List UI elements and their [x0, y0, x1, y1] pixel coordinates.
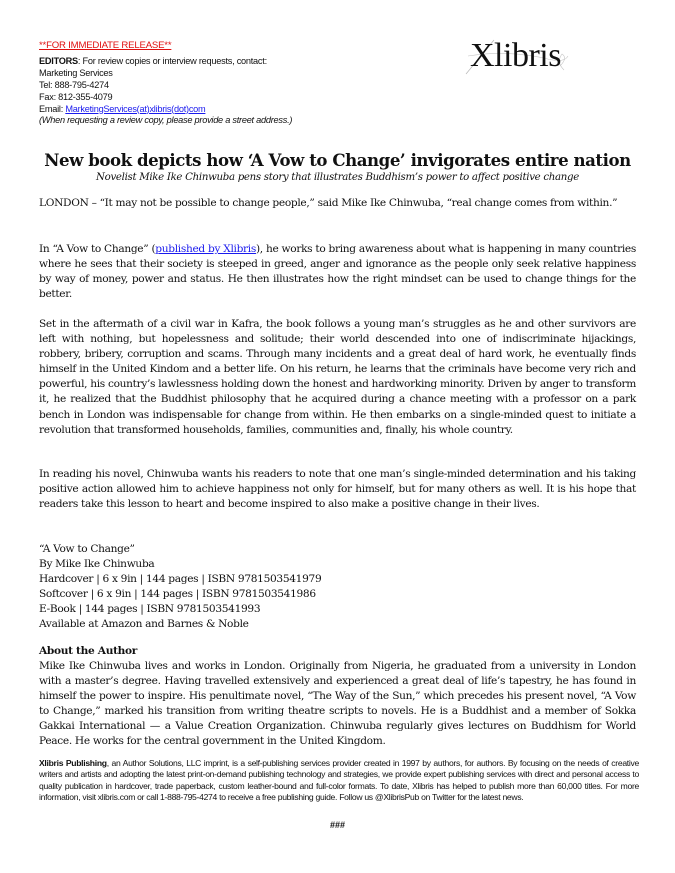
editors-text: : For review copies or interview requests, contact:: [77, 55, 267, 66]
format-hardcover: Hardcover | 6 x 9in | 144 pages | ISBN 9781503541979: [39, 573, 322, 586]
editors-line: [39, 56, 339, 68]
p2-before: In “A Vow to Change” (: [39, 243, 156, 255]
email-line: [39, 104, 339, 116]
end-mark: ###: [329, 820, 346, 830]
contact-name: Marketing Services: [39, 67, 113, 78]
logo-text: Xlibris: [470, 37, 561, 74]
editors-label: EDITORS: [39, 55, 78, 66]
paragraph-3: Set in the aftermath of a civil war in Kafra, the book follows a young man’s struggles as he and other survivors are left with nothing, but hopelessness and solitude; their world descended into one of indiscriminate hijackings, robbery, bribery, corruption and scams. Through many incidents and a great deal of hard work, he eventually finds himself in the United Kindom and a better life. On his return, he learns that the criminals have become very rich and powerful, his country’s lawlessness holding down the honest and hardworking minority. Driven by anger to transform it, he realized that the Buddhist philosophy that he acquired during a chance meeting with a professor on a park bench in London was indispensable for change from within. He then embarks on a single-minded quest to initiate a revolution that transformed households, families, communities and, finally, his whole country.: [39, 318, 636, 436]
book-author: By Mike Ike Chinwuba: [39, 558, 155, 571]
review-copy-note: (When requesting a review copy, please provide a street address.): [39, 115, 293, 126]
book-details: [39, 542, 636, 633]
subheadline: Novelist Mike Ike Chinwuba pens story that illustrates Buddhism’s power to affect positive change: [96, 172, 579, 183]
contact-header: [39, 40, 339, 127]
paragraph-lead: LONDON – “It may not be possible to change people,” said Mike Ike Chinwuba, “real change comes from within.”: [39, 197, 618, 209]
format-softcover: Softcover | 6 x 9in | 144 pages | ISBN 9781503541986: [39, 588, 316, 601]
fax-line: Fax: 812-355-4079: [39, 91, 113, 102]
availability: Available at Amazon and Barnes & Noble: [39, 618, 249, 631]
paragraph-2: [39, 242, 636, 302]
about-author-text: Mike Ike Chinwuba lives and works in London. Originally from Nigeria, he graduated from a university in London with a master’s degree. Having travelled extensively and experienced a great deal of life’s tapestry, he has found in himself the power to inspire. His penultimate novel, “The Way of the Sun,” which precedes his present novel, “A Vow to Change,” marked his transition from writing theatre scripts to novels. He is a Buddhist and a member of Sokka Gakkai International — a Value Creation Organization. Chinwuba regularly gives lectures on Buddhism for World Peace. He works for the central government in the United Kingdom.: [39, 660, 636, 748]
email-label: Email:: [39, 103, 66, 114]
about-author-heading: About the Author: [39, 645, 138, 657]
company-name: Xlibris Publishing: [39, 758, 107, 768]
boilerplate-text: , an Author Solutions, LLC imprint, is a self-publishing services provider created in 1997 by authors, for authors. By focusing on the needs of creative writers and artists and adopting the latest print-on-demand publishing technology and strategies, we provide expert publishing services with direct and personal access to quality publication in hardcover, trade paperback, custom leather-bound and full-color formats. To date, Xlibris has helped to publish more than 60,000 titles. For more information, visit xlibris.com or call 1-888-795-4274 to receive a free publishing guide. Follow us @XlibrisPub on Twitter for the latest news.: [39, 758, 639, 802]
publisher-boilerplate: [39, 758, 639, 803]
tel-line: Tel: 888-795-4274: [39, 79, 109, 90]
book-title: “A Vow to Change”: [39, 543, 135, 555]
release-label: **FOR IMMEDIATE RELEASE**: [39, 40, 172, 51]
xlibris-logo: [464, 36, 584, 76]
format-ebook: E-Book | 144 pages | ISBN 9781503541993: [39, 603, 261, 616]
p2-after: ), he works to bring awareness about what is happening in many countries where he sees that their society is steeped in greed, anger and ignorance as the people only seek relative happiness by way of money, power and status. He then illustrates how the right mindset can be used to change things for the better.: [39, 243, 636, 301]
paragraph-4: In reading his novel, Chinwuba wants his readers to note that one man’s single-minded determination and his taking positive action allowed him to achieve happiness not only for himself, but for many others as well. It is his hope that readers take this lesson to heart and become inspired to also make a positive change in their lives.: [39, 468, 636, 511]
published-by-link[interactable]: published by Xlibris: [155, 243, 256, 255]
email-link[interactable]: MarketingServices(at)xlibris(dot)com: [65, 103, 206, 114]
headline: New book depicts how ‘A Vow to Change’ invigorates entire nation: [44, 150, 631, 170]
